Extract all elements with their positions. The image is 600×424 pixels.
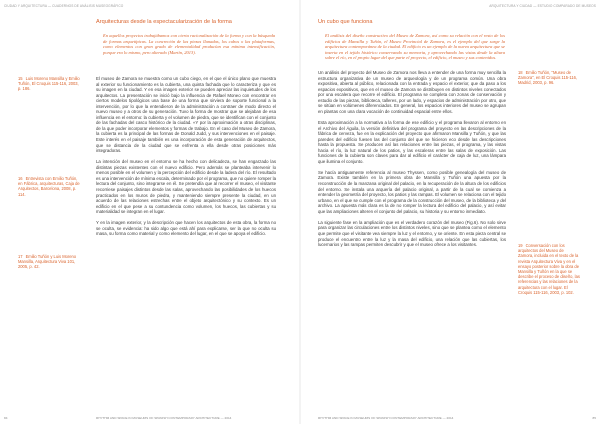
margin-note [518,243,580,295]
margin-note [518,70,580,86]
epigraph: El análisis del diseño constructivo del Museo de Zamora, así como su relación con el resto de los edificios de Mansilla y Tuñón, el Museo Provincial de Zamora, es el ejemplo del que surge la arquitectura contemporánea de la ciudad. El edificio es un ejemplo de la nueva arquitectura que se inserta en el tejido histórico conservando su memoria, y aprovechando las vistas desde la altura sobre el río, en el propio lugar del que parte el proyecto, el edificio, el museo y sus contenidos. [325,33,505,61]
paragraph: Y en la imagen exterior, y la descripción que hacen los arquitectos de esta obra, la forma no se oculta, se evidencia: ha sido algo que está ahí para explicarse, ser la que no oculta su masa, su forma como material y como elemento del lugar, en el que se apoya el edificio. [96,220,276,237]
section-title: Un cubo que funciona [318,19,373,25]
body-text [96,76,276,243]
paragraph: Un análisis del proyecto del Museo de Zamora nos lleva a entender de una forma muy sencilla la estructura organizativa de un museo de arqueología y de un programa común. Una obra expositiva, abierta al público, relacionada con la entrada y espacio el exterior, que da paso a los espacios expositivos, que en el museo de Zamora se distribuyen en distintos niveles conectados por una escalera que recorre el edificio. El programa se completa con zonas de conservación y estudio de las piezas, biblioteca, talleres, por un lado, y espacios de administración por otro, que se sitúan en volúmenes diferenciados. En general, los espacios interiores del museo se agrupan en plantas con una clara vocación de continuidad espacial entre ellos. [318,70,506,114]
note-number: 19 [518,243,523,248]
running-head: CIUDAD Y ARQUITECTURA — CUADERNOS DE ANÁLISIS MUSEOGRÁFICO [4,4,124,8]
footer-citation: RHYTHM AND SPACE IN MUSEUMS OF SPANISH CONTEMPORARY ARCHITECTURE — 2014 [96,416,232,420]
note-text: Luis Moreno Mansilla y Emilio Tuñón, El Croquis 115-116, 2003, p. 186. [18,76,80,92]
note-number: 15 [18,76,23,81]
note-text: Conversación con los arquitectos del Museo de Zamora, incluida en el texto de la revista Arquitectura Viva y en el ensayo posterior sobre la obra de Mansilla y Tuñón en la que se describe el proceso de diseño, las referencias y las relaciones de la arquitectura con el lugar. El Croquis 115-116, 2003, p. 102. [518,243,580,295]
paragraph: Esta aproximación a la normativa a la forma de ese edificio y el programa llevaron al entorno en el Archivo del Águila, la versión definitiva del programa del proyecto en las descripciones de la fábrica de cerveza, fue en la explicación del proyecto que afirmaron Mansilla y Tuñón, y que las paredes del edificio fuesen las del conjunto del que se hicieron eco desde las descripciones hasta la propuesta. Se producen así las relaciones entre las piezas, el programa, y las vistas hacia el río, la luz natural de los patios, y las escaleras entre las salas de exposición. Las funciones de la cubierta son claves para dar al edificio el carácter de caja de luz, una lámpara que ilumina el conjunto. [318,119,506,164]
note-text: Entrevista con Emilio Tuñón, en Fábrica, arquitecturas, Caja de Arquitectos, Barcelona, 2008, p. 114. [18,176,80,197]
right-page [300,0,600,424]
note-number: 17 [18,254,23,259]
paragraph: La siguiente fase en la ampliación que es el verdadero corazón del museo (Fig.6). No solo sirve para organizar las circulaciones entre los distintos niveles, sino que se plantea como el elemento que permite que el visitante vea siempre la luz y el entorno, y se oriente. En esta pieza central se produce el encuentro entre la luz y la masa del edificio, una relación que las cubiertas, los lucernarios y las rampas permiten descubrir y que el museo ofrece a los visitantes. [318,219,506,248]
note-text: Emilio Tuñón y Luis Moreno Mansilla, Arquitectura Viva 101, 2005, p. 42. [18,254,77,270]
paragraph: El museo de Zamora se muestra como un cubo ciego, en el que el único plano que muestra al exterior su funcionamiento es la cubierta, una quinta fachada que lo caracteriza y que es su imagen en la ciudad. Y en esa imagen exterior se pueden apreciar las inquietudes de los arquitectos. La presentación se inició bajo la influencia de Rafael Moneo con encontrar en ciertos modelos tipológicos una base de una forma que sirviera de soporte funcional a la intervención, por lo que la entendieron de la administración a contraer de modo directo el nuevo museo y a otros de su generación. Tuvo la forma de mostrar que se alejaban de esa influencia en el entorno: la cubierta y el volumen de piedra, que se identifican con el conjunto de las fachadas del casco histórico de la ciudad. «Y por la aproximación a otras disciplinas, de la que poder incorporar elementos y formas de trabajo. En el caso del Museo de Zamora, la cubierta es la principal de las formas de Donald Judd, y sus intervenciones en el paisaje. Este interés en el paisaje también es una incorporación de esta generación de arquitectos, que se distancia de la ciudad que se enfrenta a ella desde otras posiciones más integradoras. [96,76,276,154]
body-text [318,70,506,253]
note-text: Emilio Tuñón, "Museo de Zamora", en El Croquis 115-116, Madrid, 2003, p. 96. [518,70,578,86]
paragraph: La intención del museo en el entorno se ha hecho con delicadeza, se han engarzado las distintas piezas existentes con el nuevo edificio. Pero además se planteaba intervenir lo menos posible en el volumen y la percepción del edificio desde la ladera del río. El resultado es una intervención de mínima escala, determinado por el programa, que no quiere romper la lectura del conjunto, sino integrarse en él. Se pretendía que al recorrer el museo, el visitante recorriese paisajes distintos desde las salas, aprovechando las posibilidades de los huecos practicados en los muros de piedra, y manteniendo siempre presente la ciudad, en un acuerdo de las relaciones estrechas entre el objeto arquitectónico y su contexto. Es un edificio en el que pese a su contundencia como volumen, los huecos, las cubiertas y su materialidad se integran en el lugar. [96,159,276,215]
margin-note [18,176,80,197]
epigraph: En aquellos proyectos trabajábamos con cierta racionalización de la forma y con la búsqueda de formas arquetípicas. La concreción de las piezas llanadas, los cubos o las plataformas, como elementos con gran grado de elementalidad producían esa mínima intensificación, porque era lo mismo, pero alterado (Martín, 2013). [103,33,275,55]
page-number: 85 [592,416,596,420]
page-number: 84 [4,416,8,420]
running-head: ARQUITECTURA Y CIUDAD — ESTUDIO COMPARADO DE MUSEOS [489,4,596,8]
paragraph: Se hacía antiguamente referencia al museo Thyssen, como posible genealogía del museo de Zamora. Existe también en la primera obra de Mansilla y Tuñón una apuesta por la reconstrucción de la manzana original del palacio, en la recuperación de la altura de los edificios del entorno. Se instala una arquería del palacio original, a partir de la cual se comienza a entender la geometría del proyecto, los patios y las rampas. El volumen se relaciona con el tejido urbano, en el que se cumple con el programa de la construcción del museo, de la biblioteca y del archivo. La apuesta más clara es la de no romper la lectura del edificio del palacio, y así evitar que las ampliaciones alteren el conjunto del palacio, su historia y su entorno inmediato. [318,169,506,214]
section-title: Arquitecturas desde la espectacularización de la forma [96,19,232,25]
footer-citation: RHYTHM AND SPACE IN MUSEUMS OF SPANISH CONTEMPORARY ARCHITECTURE — 2014 [318,416,454,420]
margin-note [18,254,80,270]
note-number: 18 [518,70,523,75]
note-number: 16 [18,176,23,181]
margin-note [18,76,80,92]
